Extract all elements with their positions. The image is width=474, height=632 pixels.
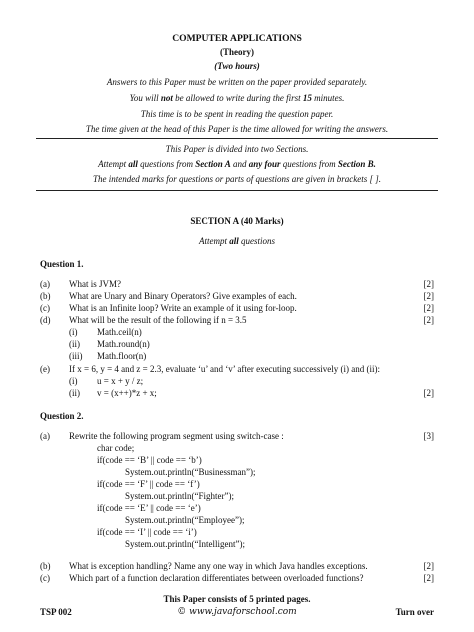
q1-d-marks: [2] [423,315,434,325]
q1-b-text: What are Unary and Binary Operators? Give examples of each. [69,291,297,301]
q2-c-marks: [2] [423,573,434,583]
q1-d-ii-text: Math.round(n) [97,339,150,349]
footer-turn-over: Turn over [395,607,434,617]
code-line: System.out.println(“Employee”); [125,515,245,525]
code-line: char code; [97,443,135,453]
q1-c-text: What is an Infinite loop? Write an example of it using for-loop. [69,303,297,313]
divider-middle [36,190,438,191]
divider-top [36,138,438,139]
paper-theory: (Theory) [220,47,254,57]
q1-e-marks: [2] [423,388,434,398]
q2-c-text: Which part of a function declaration differentiates between overloaded functions? [69,573,364,583]
q2-b-label: (b) [40,561,51,571]
instruction-line-1: Answers to this Paper must be written on the paper provided separately. [106,77,368,87]
sections-info-line-1: This Paper is divided into two Sections. [165,144,309,154]
q1-e-ii-text: v = (x++)*z + x; [97,388,157,398]
instruction-line-2: You will not be allowed to write during the first 15 minutes. [129,93,345,103]
q1-c-label: (c) [40,303,50,313]
q1-d-i-text: Math.ceil(n) [97,327,142,337]
footer-watermark: © www.javaforschool.com [177,607,297,617]
q1-e-label: (e) [40,364,50,374]
q1-d-label: (d) [40,315,51,325]
q2-a-text: Rewrite the following program segment using switch-case : [69,431,284,441]
instruction-line-4: The time given at the head of this Paper is the time allowed for writing the answers. [85,124,389,134]
code-line: System.out.println(“Intelligent”); [125,539,245,549]
code-line: System.out.println(“Businessman”); [125,467,256,477]
q1-d-text: What will be the result of the following if n = 3.5 [69,315,247,325]
q2-a-label: (a) [40,431,50,441]
question-1-title: Question 1. [40,259,84,269]
q1-d-iii-label: (iii) [69,351,83,361]
section-a-title: SECTION A (40 Marks) [190,216,284,226]
q1-c-marks: [2] [423,303,434,313]
paper-duration: (Two hours) [214,61,260,71]
q1-a-label: (a) [40,279,50,289]
q2-a-marks: [3] [423,431,434,441]
code-line: if(code == ‘E’ || code == ‘e’) [97,503,201,513]
footer-page-count: This Paper consists of 5 printed pages. [163,594,311,604]
instruction-line-3: This time is to be spent in reading the question paper. [140,109,334,119]
code-line: if(code == ‘F’ || code == ‘f’) [97,479,200,489]
q1-b-marks: [2] [423,291,434,301]
q1-a-text: What is JVM? [69,279,121,289]
paper-title: COMPUTER APPLICATIONS [172,33,302,44]
code-line: System.out.println(“Fighter”); [125,491,234,501]
q2-b-text: What is exception handling? Name any one way in which Java handles exceptions. [69,561,368,571]
q1-e-ii-label: (ii) [69,388,80,398]
code-line: if(code == ‘B’ || code == ‘b’) [97,455,202,465]
sections-info-line-3: The intended marks for questions or parts of questions are given in brackets [ ]. [93,174,381,184]
q1-e-i-label: (i) [69,376,78,386]
q1-d-ii-label: (ii) [69,339,80,349]
q1-a-marks: [2] [423,279,434,289]
q2-c-label: (c) [40,573,50,583]
q1-b-label: (b) [40,291,51,301]
q1-d-i-label: (i) [69,327,78,337]
q1-e-i-text: u = x + y / z; [97,376,144,386]
q1-d-iii-text: Math.floor(n) [97,351,147,361]
q2-b-marks: [2] [423,561,434,571]
sections-info-line-2: Attempt all questions from Section A and any four questions from Section B. [98,159,376,169]
footer-paper-code: TSP 002 [40,607,72,617]
question-2-title: Question 2. [40,411,84,421]
q1-e-text: If x = 6, y = 4 and z = 2.3, evaluate ‘u’ and ‘v’ after executing successively (i) and (ii): [69,364,381,374]
section-a-attempt: Attempt all questions [198,236,276,246]
code-line: if(code == ‘I’ || code == ‘i’) [97,527,197,537]
